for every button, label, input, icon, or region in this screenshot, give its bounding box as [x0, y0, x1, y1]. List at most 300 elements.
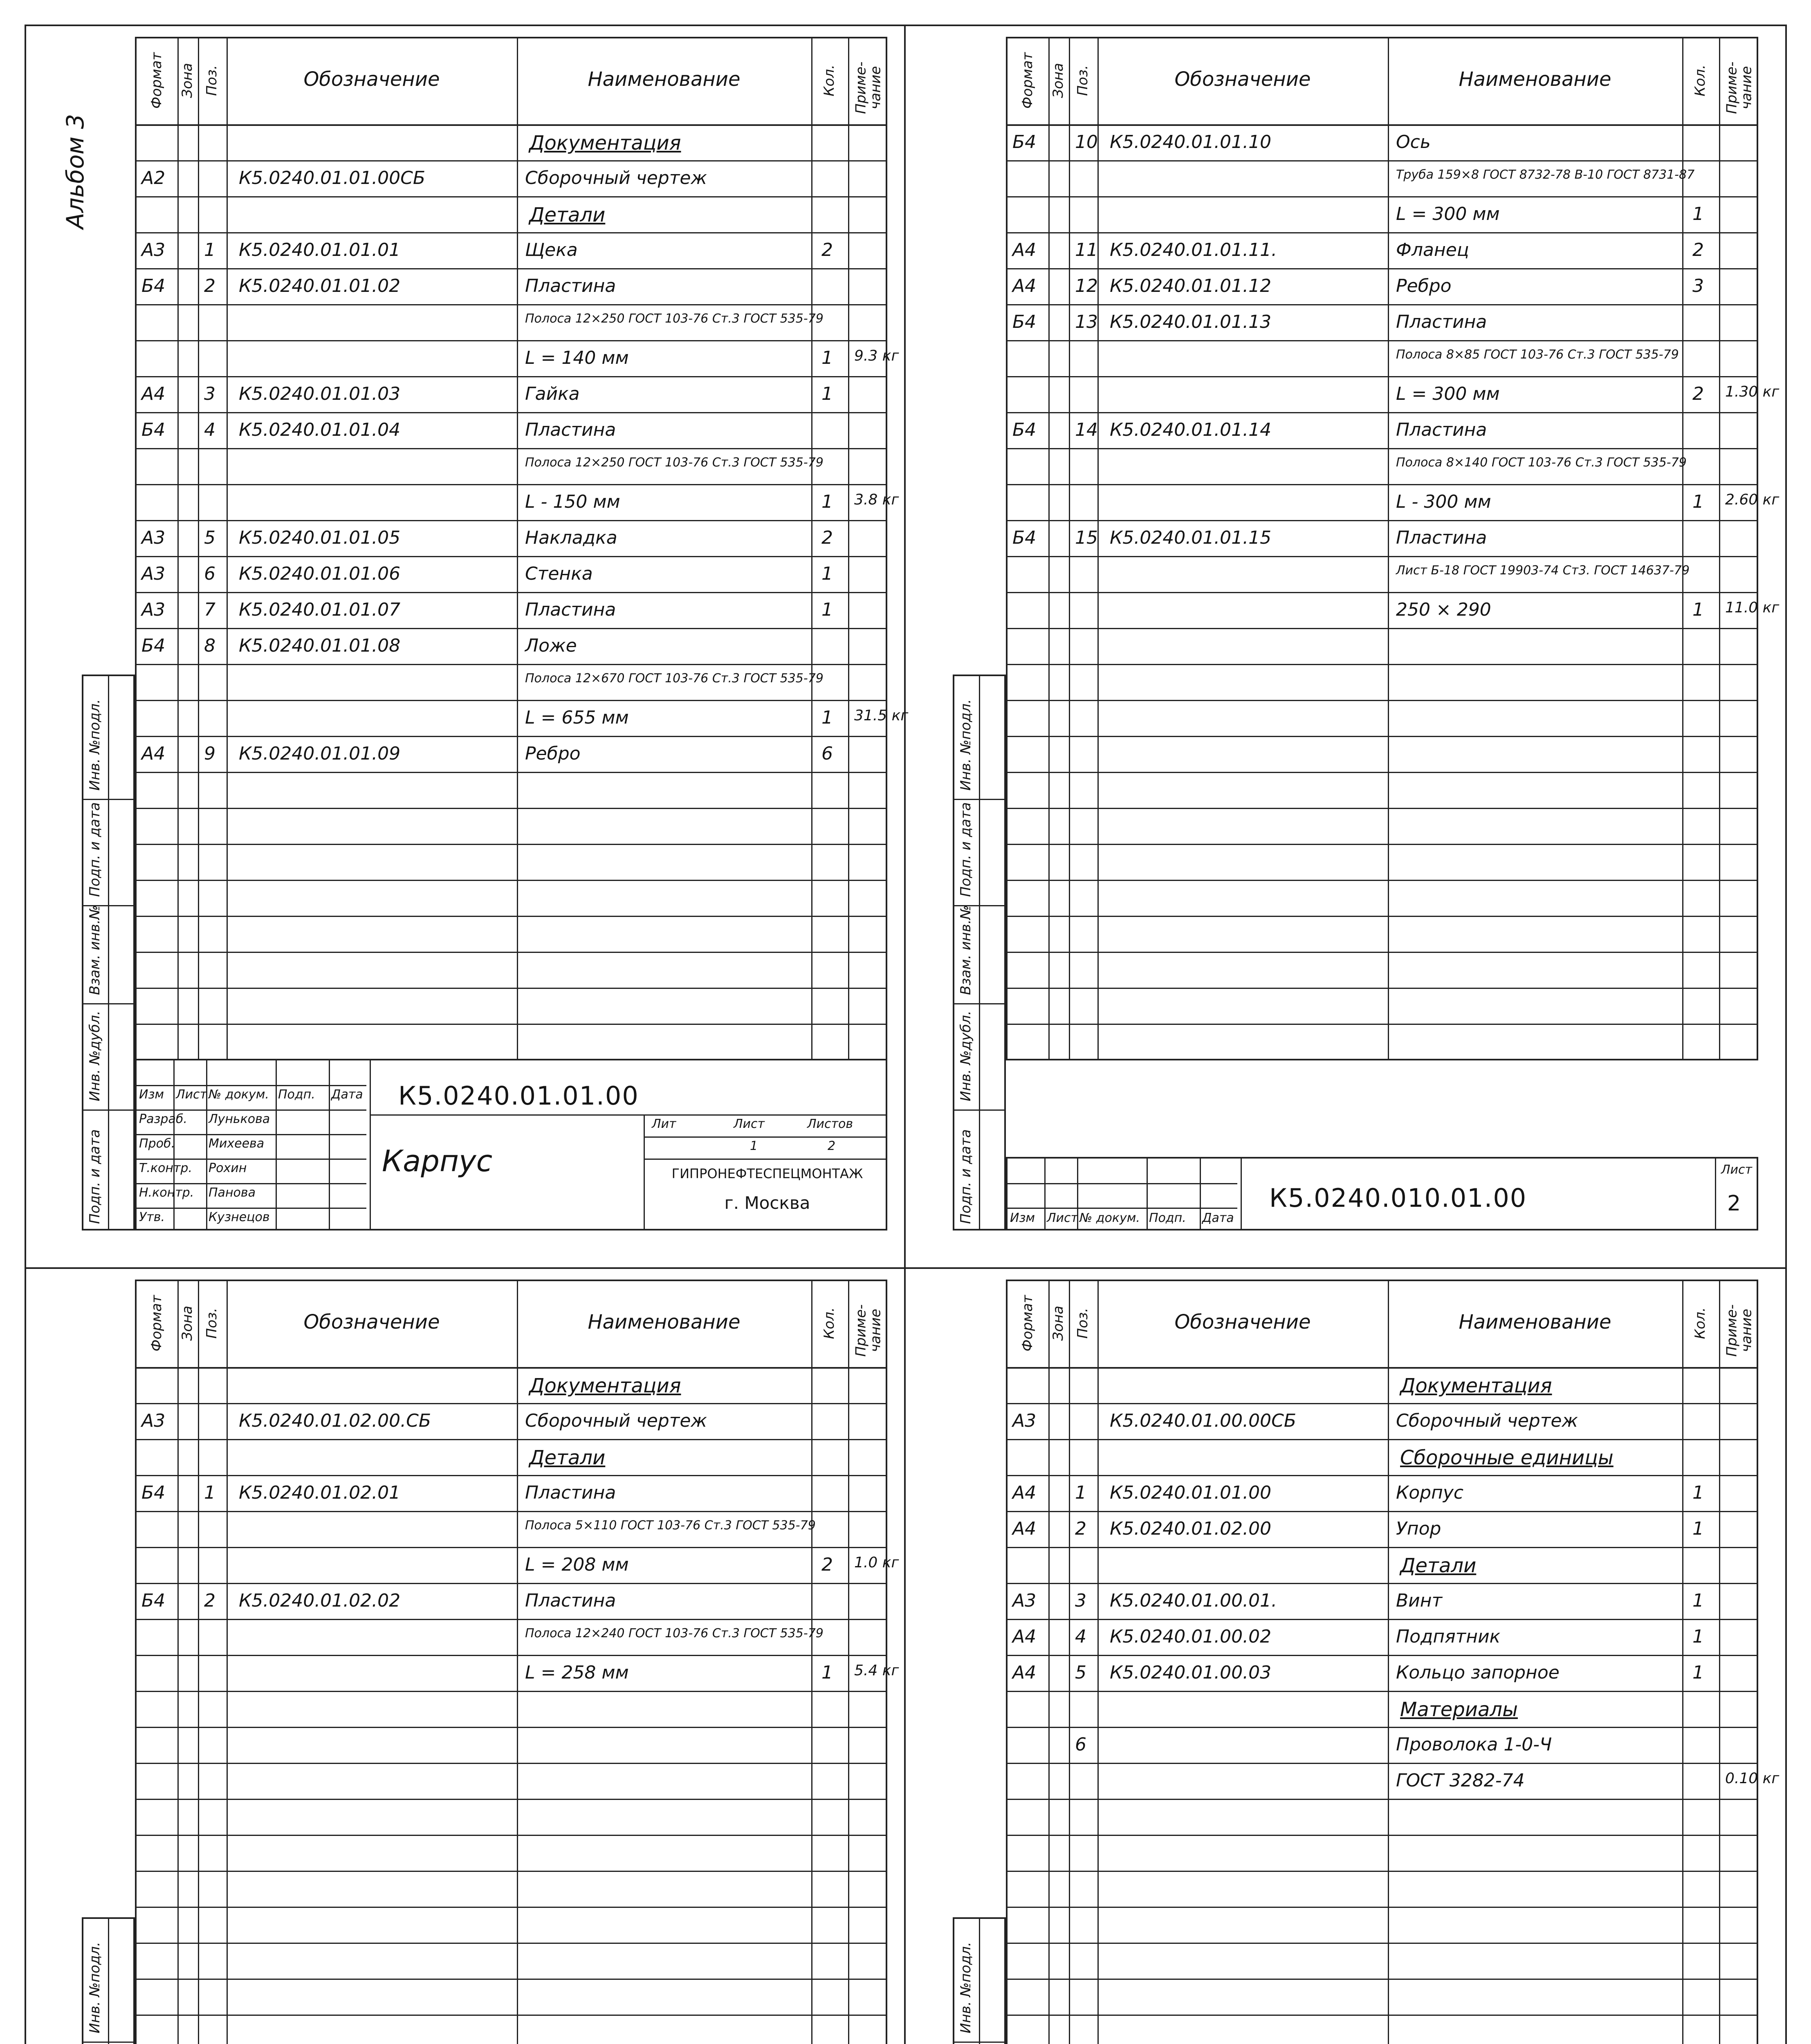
- header-qty: Кол.: [1692, 1307, 1709, 1339]
- tb-doc-line: [370, 1114, 886, 1116]
- format-cell: Б4: [1012, 419, 1037, 440]
- designation-cell: К5.0240.01.01.04: [239, 419, 401, 440]
- row-line: [1008, 160, 1757, 161]
- format-cell: А4: [1012, 1518, 1037, 1539]
- row-line: [1008, 772, 1757, 773]
- name-cell: Полоса 12×670 ГОСТ 103-76 Ст.3 ГОСТ 535-79: [525, 671, 824, 686]
- name-cell: L = 655 мм: [525, 707, 629, 728]
- section-heading: Документация: [1400, 1374, 1552, 1397]
- row-line: [137, 520, 886, 521]
- margin-row: [83, 2042, 133, 2043]
- row-line: [1008, 808, 1757, 809]
- row-line: [1008, 592, 1757, 593]
- note-cell: 1.30 кг: [1725, 383, 1780, 400]
- quantity-cell: 1: [1692, 1626, 1704, 1647]
- column-line: [1069, 38, 1070, 1059]
- position-cell: 14: [1075, 419, 1098, 440]
- margin-label: Инв. №подл.: [87, 1942, 103, 2033]
- quantity-cell: 1: [821, 1662, 833, 1683]
- tb-person: Кузнецов: [209, 1210, 270, 1224]
- quantity-cell: 1: [1692, 1590, 1704, 1611]
- designation-cell: К5.0240.01.00.03: [1110, 1662, 1272, 1683]
- format-cell: А3: [141, 563, 166, 584]
- format-cell: Б4: [1012, 132, 1037, 152]
- position-cell: 3: [204, 383, 215, 404]
- name-cell: Лист Б-18 ГОСТ 19903-74 Ст3. ГОСТ 14637-79: [1396, 563, 1690, 578]
- note-cell: 1.0 кг: [854, 1554, 899, 1571]
- designation-cell: К5.0240.01.01.01: [239, 240, 401, 260]
- header-zone: Зона: [1050, 1306, 1067, 1341]
- section-heading: Детали: [1400, 1554, 1477, 1577]
- row-line: [1008, 376, 1757, 377]
- name-cell: Полоса 12×250 ГОСТ 103-76 Ст.3 ГОСТ 535-79: [525, 312, 824, 326]
- header-qty: Кол.: [821, 65, 838, 96]
- column-line: [198, 38, 199, 1059]
- position-cell: 5: [204, 527, 215, 548]
- row-line: [137, 988, 886, 989]
- quantity-cell: 1: [1692, 1482, 1704, 1503]
- column-line: [517, 1281, 518, 2044]
- row-line: [137, 1583, 886, 1584]
- margin-stamp: [953, 675, 1006, 1230]
- row-line: [137, 1024, 886, 1025]
- position-cell: 11: [1075, 240, 1098, 260]
- header-format: Формат: [148, 1295, 165, 1351]
- header-designation: Обозначение: [1174, 68, 1311, 91]
- tb-person: Рохин: [209, 1161, 247, 1175]
- row-line: [1008, 664, 1757, 665]
- designation-cell: К5.0240.01.02.00.СБ: [239, 1410, 431, 1431]
- position-cell: 8: [204, 635, 215, 656]
- name-cell: Ось: [1396, 132, 1431, 152]
- row-line: [137, 556, 886, 557]
- column-line: [1682, 1281, 1683, 2044]
- position-cell: 4: [1075, 1626, 1086, 1647]
- format-cell: А3: [141, 527, 166, 548]
- note-cell: 2.60 кг: [1725, 491, 1780, 508]
- designation-cell: К5.0240.01.01.05: [239, 527, 401, 548]
- name-cell: Сборочный чертеж: [1396, 1410, 1578, 1431]
- name-cell: Пластина: [525, 419, 616, 440]
- tb-person: Михеева: [209, 1136, 265, 1151]
- title-block: [135, 1059, 887, 1230]
- row-line: [137, 952, 886, 953]
- row-line: [1008, 628, 1757, 629]
- position-cell: 1: [1075, 1482, 1086, 1503]
- header-name: Наименование: [588, 1311, 741, 1334]
- position-cell: 4: [204, 419, 215, 440]
- row-line: [1008, 1655, 1757, 1656]
- column-line: [1388, 1281, 1389, 2044]
- tb-role: Т.контр.: [139, 1161, 193, 1175]
- note-cell: 9.3 кг: [854, 347, 899, 364]
- format-cell: Б4: [141, 1482, 166, 1503]
- designation-cell: К5.0240.01.01.06: [239, 563, 401, 584]
- name-cell: L - 150 мм: [525, 491, 620, 512]
- quantity-cell: 1: [821, 347, 833, 368]
- header-note: Приме-чание: [853, 61, 884, 114]
- header-note: Приме-чание: [1723, 61, 1755, 114]
- row-line: [1008, 556, 1757, 557]
- margin-label: Инв. №дубл.: [958, 1011, 974, 1101]
- header-name: Наименование: [1459, 1311, 1611, 1334]
- tb-label-podp: Подп.: [1149, 1211, 1186, 1225]
- tb-label-listov: Листов: [807, 1117, 853, 1131]
- header-format: Формат: [1019, 1295, 1036, 1351]
- row-line: [137, 484, 886, 485]
- name-cell: Полоса 8×140 ГОСТ 103-76 Ст.3 ГОСТ 535-79: [1396, 455, 1687, 470]
- name-cell: Винт: [1396, 1590, 1443, 1611]
- row-line: [1008, 844, 1757, 845]
- margin-stamp: [82, 675, 135, 1230]
- format-cell: Б4: [141, 1590, 166, 1611]
- tb-row-line: [137, 1085, 366, 1086]
- name-cell: Проволока 1-0-Ч: [1396, 1734, 1552, 1755]
- name-cell: L = 258 мм: [525, 1662, 629, 1683]
- row-line: [1008, 880, 1757, 881]
- tb-column-line: [1241, 1159, 1242, 1229]
- row-line: [1008, 1547, 1757, 1548]
- row-line: [137, 2015, 886, 2016]
- column-line: [811, 1281, 812, 2044]
- format-cell: Б4: [141, 635, 166, 656]
- quantity-cell: 1: [1692, 491, 1704, 512]
- header-pos: Поз.: [204, 65, 220, 96]
- designation-cell: К5.0240.01.02.00: [1110, 1518, 1272, 1539]
- quantity-cell: 1: [1692, 1662, 1704, 1683]
- row-line: [137, 628, 886, 629]
- column-line: [227, 38, 228, 1059]
- name-cell: Ребро: [525, 743, 581, 764]
- name-cell: Полоса 12×240 ГОСТ 103-76 Ст.3 ГОСТ 535-79: [525, 1626, 824, 1641]
- format-cell: А4: [141, 383, 166, 404]
- format-cell: А3: [141, 599, 166, 620]
- header-line: [1008, 1367, 1757, 1369]
- header-name: Наименование: [588, 68, 741, 91]
- row-line: [1008, 412, 1757, 413]
- format-cell: А4: [1012, 240, 1037, 260]
- format-cell: А4: [1012, 1482, 1037, 1503]
- document-number: К5.0240.01.01.00: [398, 1081, 639, 1111]
- name-cell: L = 140 мм: [525, 347, 629, 368]
- row-line: [137, 1907, 886, 1908]
- tb-right-line: [644, 1114, 645, 1229]
- quantity-cell: 2: [821, 240, 833, 260]
- row-line: [137, 880, 886, 881]
- row-line: [1008, 448, 1757, 449]
- name-cell: Щека: [525, 240, 578, 260]
- position-cell: 2: [1075, 1518, 1086, 1539]
- row-line: [137, 268, 886, 269]
- tb-column-line: [370, 1060, 371, 1229]
- designation-cell: К5.0240.01.01.15: [1110, 527, 1272, 548]
- margin-row: [83, 799, 133, 800]
- spec-sheet-2: [958, 37, 1780, 1230]
- designation-cell: К5.0240.01.01.12: [1110, 276, 1272, 296]
- tb-person: Лунькова: [209, 1112, 270, 1126]
- name-cell: Ложе: [525, 635, 577, 656]
- designation-cell: К5.0240.01.01.03: [239, 383, 401, 404]
- column-line: [1069, 1281, 1070, 2044]
- position-cell: 9: [204, 743, 215, 764]
- row-line: [1008, 700, 1757, 701]
- margin-line: [108, 676, 109, 1229]
- format-cell: А4: [1012, 276, 1037, 296]
- column-line: [1048, 1281, 1050, 2044]
- position-cell: 2: [204, 276, 215, 296]
- column-line: [1048, 38, 1050, 1059]
- margin-label: Инв. №дубл.: [87, 1011, 103, 1101]
- header-qty: Кол.: [821, 1307, 838, 1339]
- name-cell: Пластина: [525, 1482, 616, 1503]
- margin-row: [83, 1003, 133, 1004]
- column-line: [848, 38, 849, 1059]
- margin-line: [108, 1919, 109, 2044]
- row-line: [1008, 1979, 1757, 1980]
- header-pos: Поз.: [204, 1308, 220, 1339]
- tb-right-row: [644, 1136, 886, 1138]
- margin-label: Инв. №подл.: [87, 699, 103, 791]
- name-cell: Полоса 8×85 ГОСТ 103-76 Ст.3 ГОСТ 535-79: [1396, 347, 1679, 362]
- row-line: [137, 1835, 886, 1836]
- row-line: [137, 1547, 886, 1548]
- name-cell: Стенка: [525, 563, 593, 584]
- section-heading: Сборочные единицы: [1400, 1446, 1614, 1469]
- quantity-cell: 1: [821, 707, 833, 728]
- row-line: [1008, 1799, 1757, 1800]
- row-line: [137, 1475, 886, 1476]
- row-line: [137, 1439, 886, 1440]
- tb-row-line: [1008, 1208, 1237, 1209]
- tb-label-list: Лист: [1721, 1163, 1753, 1177]
- tb-row-line: [137, 1183, 366, 1184]
- margin-label: Инв. №подл.: [958, 699, 974, 791]
- margin-label: Подп. и дата: [87, 802, 103, 897]
- name-cell: Пластина: [525, 1590, 616, 1611]
- spec-sheet-3: [87, 1280, 899, 2044]
- row-line: [137, 1403, 886, 1404]
- quantity-cell: 2: [1692, 383, 1704, 404]
- position-cell: 15: [1075, 527, 1098, 548]
- row-line: [1008, 520, 1757, 521]
- header-note: Приме-чание: [853, 1304, 884, 1357]
- margin-label: Инв. №подл.: [958, 1942, 974, 2033]
- margin-label: Взам. инв.№: [87, 905, 103, 995]
- position-cell: 2: [204, 1590, 215, 1611]
- header-pos: Поз.: [1075, 1308, 1091, 1339]
- note-cell: 31.5 кг: [854, 707, 909, 724]
- position-cell: 7: [204, 599, 215, 620]
- row-line: [137, 196, 886, 197]
- tb-person: Панова: [209, 1186, 256, 1200]
- tb-row-line: [137, 1134, 366, 1135]
- column-line: [177, 38, 179, 1059]
- name-cell: ГОСТ 3282-74: [1396, 1770, 1525, 1791]
- quantity-cell: 1: [1692, 1518, 1704, 1539]
- row-line: [1008, 1835, 1757, 1836]
- note-cell: 3.8 кг: [854, 491, 899, 508]
- note-cell: 11.0 кг: [1725, 599, 1780, 616]
- row-line: [1008, 1439, 1757, 1440]
- header-zone: Зона: [179, 1306, 196, 1341]
- position-cell: 6: [1075, 1734, 1086, 1755]
- position-cell: 13: [1075, 312, 1098, 332]
- margin-stamp: [953, 1917, 1006, 2044]
- designation-cell: К5.0240.01.01.07: [239, 599, 401, 620]
- quantity-cell: 2: [1692, 240, 1704, 260]
- name-cell: Пластина: [1396, 527, 1487, 548]
- header-designation: Обозначение: [1174, 1311, 1311, 1334]
- row-line: [1008, 1583, 1757, 1584]
- row-line: [1008, 736, 1757, 737]
- row-line: [1008, 2015, 1757, 2016]
- header-name: Наименование: [1459, 68, 1611, 91]
- designation-cell: К5.0240.01.01.14: [1110, 419, 1272, 440]
- designation-cell: К5.0240.01.01.08: [239, 635, 401, 656]
- format-cell: А3: [141, 240, 166, 260]
- row-line: [137, 1727, 886, 1728]
- column-line: [177, 1281, 179, 2044]
- designation-cell: К5.0240.01.00.01.: [1110, 1590, 1277, 1611]
- header-format: Формат: [148, 52, 165, 109]
- format-cell: А3: [141, 1410, 166, 1431]
- format-cell: Б4: [141, 419, 166, 440]
- header-zone: Зона: [1050, 63, 1067, 98]
- column-line: [1097, 38, 1099, 1059]
- row-line: [137, 844, 886, 845]
- tb-label-podp: Подп.: [278, 1087, 315, 1102]
- format-cell: Б4: [1012, 312, 1037, 332]
- format-cell: А3: [1012, 1410, 1037, 1431]
- format-cell: Б4: [141, 276, 166, 296]
- row-line: [137, 1619, 886, 1620]
- row-line: [137, 1691, 886, 1692]
- spec-table: [135, 37, 909, 1060]
- column-line: [1719, 38, 1720, 1059]
- row-line: [137, 160, 886, 161]
- designation-cell: К5.0240.01.01.13: [1110, 312, 1272, 332]
- row-line: [1008, 1403, 1757, 1404]
- tb-label-data: Дата: [331, 1087, 363, 1102]
- tb-role: Проб.: [139, 1136, 175, 1151]
- spec-table: [1006, 1280, 1780, 2044]
- position-cell: 3: [1075, 1590, 1086, 1611]
- name-cell: Пластина: [1396, 312, 1487, 332]
- row-line: [1008, 1727, 1757, 1728]
- margin-label: Подп. и дата: [958, 802, 974, 897]
- quantity-cell: 1: [1692, 599, 1704, 620]
- spec-sheet-1: [87, 37, 909, 1230]
- position-cell: 10: [1075, 132, 1098, 152]
- row-line: [1008, 1943, 1757, 1944]
- row-line: [1008, 1763, 1757, 1764]
- column-line: [848, 1281, 849, 2044]
- position-cell: 12: [1075, 276, 1098, 296]
- spec-sheet-4: [958, 1280, 1780, 2044]
- column-line: [517, 38, 518, 1059]
- row-line: [137, 232, 886, 233]
- tb-label-list: Лист: [176, 1087, 207, 1102]
- row-line: [137, 1871, 886, 1872]
- row-line: [1008, 1475, 1757, 1476]
- row-line: [137, 1511, 886, 1512]
- header-designation: Обозначение: [303, 68, 440, 91]
- name-cell: Пластина: [1396, 419, 1487, 440]
- name-cell: Подпятник: [1396, 1626, 1501, 1647]
- tb-label-list: Лист: [1047, 1211, 1078, 1225]
- row-line: [137, 1799, 886, 1800]
- title-block: [1006, 1157, 1758, 1230]
- tb-sheet-line: [1715, 1159, 1716, 1229]
- tb-row-line: [137, 1208, 366, 1209]
- row-line: [137, 916, 886, 917]
- row-line: [1008, 1871, 1757, 1872]
- row-line: [1008, 304, 1757, 305]
- designation-cell: К5.0240.01.01.09: [239, 743, 401, 764]
- designation-cell: К5.0240.01.01.10: [1110, 132, 1272, 152]
- name-cell: Корпус: [1396, 1482, 1464, 1503]
- tb-role: Утв.: [139, 1210, 165, 1224]
- position-cell: 6: [204, 563, 215, 584]
- margin-stamp: [82, 1917, 135, 2044]
- header-designation: Обозначение: [303, 1311, 440, 1334]
- column-line: [1097, 1281, 1099, 2044]
- column-line: [1682, 38, 1683, 1059]
- sheet-count: 2: [828, 1139, 836, 1153]
- quantity-cell: 1: [821, 599, 833, 620]
- tb-label-lit: Лит: [652, 1117, 676, 1131]
- margin-row: [954, 799, 1004, 800]
- format-cell: А4: [1012, 1626, 1037, 1647]
- spec-table: [135, 1280, 899, 2044]
- row-line: [137, 412, 886, 413]
- row-line: [1008, 232, 1757, 233]
- spec-table: [1006, 37, 1780, 1060]
- tb-column-line: [1044, 1159, 1046, 1229]
- row-line: [137, 1979, 886, 1980]
- name-cell: Пластина: [525, 276, 616, 296]
- row-line: [137, 448, 886, 449]
- row-line: [137, 664, 886, 665]
- tb-row-line: [1008, 1183, 1237, 1184]
- name-cell: Ребро: [1396, 276, 1452, 296]
- tb-right-row: [644, 1159, 886, 1160]
- tb-label-list2: Лист: [734, 1117, 765, 1131]
- tb-role: Разраб.: [139, 1112, 187, 1126]
- row-line: [1008, 1691, 1757, 1692]
- section-heading: Документация: [529, 132, 681, 155]
- column-line: [198, 1281, 199, 2044]
- header-note: Приме-чание: [1723, 1304, 1755, 1357]
- format-cell: А2: [141, 168, 166, 188]
- designation-cell: К5.0240.01.00.02: [1110, 1626, 1272, 1647]
- designation-cell: К5.0240.01.01.11.: [1110, 240, 1277, 260]
- margin-label: Подп. и дата: [958, 1129, 974, 1224]
- row-line: [137, 376, 886, 377]
- name-cell: Сборочный чертеж: [525, 1410, 707, 1431]
- column-line: [1388, 38, 1389, 1059]
- quantity-cell: 1: [821, 383, 833, 404]
- quantity-cell: 3: [1692, 276, 1704, 296]
- row-line: [1008, 952, 1757, 953]
- tb-label-ndoc: № докум.: [209, 1087, 269, 1102]
- header-qty: Кол.: [1692, 65, 1709, 96]
- row-line: [1008, 1024, 1757, 1025]
- name-cell: L - 300 мм: [1396, 491, 1491, 512]
- sheet-number: 2: [1727, 1191, 1742, 1216]
- name-cell: Упор: [1396, 1518, 1441, 1539]
- header-line: [1008, 124, 1757, 126]
